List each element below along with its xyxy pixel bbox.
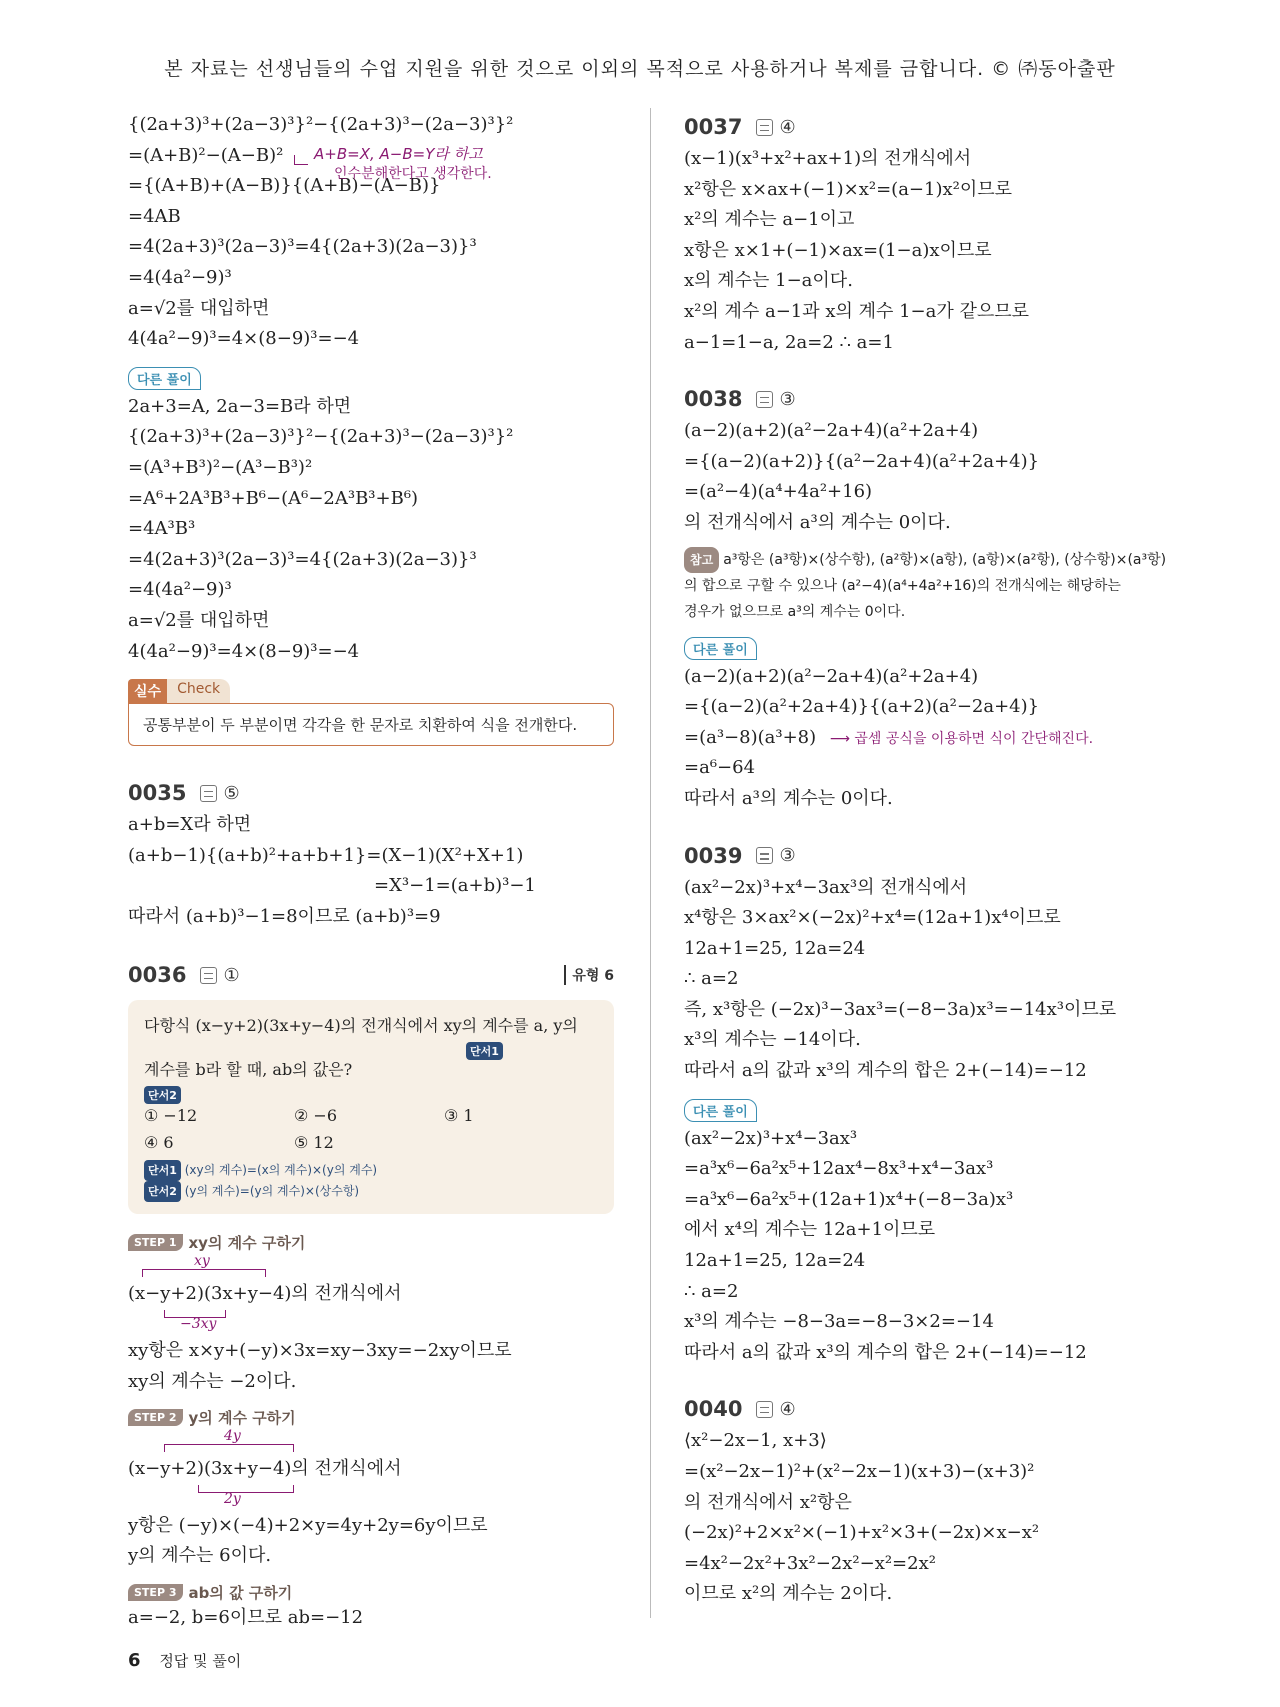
math-line: ∴ a=2 [684, 968, 739, 990]
problem-number: 0035 [128, 781, 187, 806]
math-line: a+b=X라 하면 [128, 814, 252, 836]
answer: ③ [756, 845, 795, 866]
math-line: ⟨x²−2x−1, x+3⟩ [684, 1430, 827, 1452]
step-title: xy의 계수 구하기 [188, 1234, 306, 1253]
clue-tip: 단서2 (y의 계수)=(y의 계수)×(상수항) [144, 1181, 598, 1202]
math-line: x³의 계수는 −14이다. [684, 1029, 861, 1051]
math-line: =(A³+B³)²−(A³−B³)² [128, 456, 313, 478]
math-line: 따라서 a의 값과 x³의 계수의 합은 2+(−14)=−12 [684, 1341, 1087, 1363]
step-2 [128, 1407, 614, 1428]
margin-note: ⟶ 곱셈 공식을 이용하면 식이 간단해진다. [829, 730, 1094, 747]
math-line: 에서 x⁴의 계수는 12a+1이므로 [684, 1219, 936, 1241]
mistake-check-text: 공통부분이 두 부분이면 각각을 한 문자로 치환하여 식을 전개한다. [128, 703, 614, 746]
math-line: =X³−1=(a+b)³−1 [374, 875, 536, 897]
page-footer [128, 1650, 241, 1671]
problem-header-0037 [684, 110, 1174, 144]
problem-number: 0040 [684, 1397, 743, 1422]
math-line: =4(4a²−9)³ [128, 579, 232, 601]
math-line: x²의 계수는 a−1이고 [684, 209, 855, 231]
check-badge: 실수 [128, 679, 167, 703]
math-line: ={(a−2)(a+2)}{(a²−2a+4)(a²+2a+4)} [684, 450, 1040, 472]
math-line: a=√2를 대입하면 [128, 297, 270, 319]
math-line: x³의 계수는 −8−3a=−8−3×2=−14 [684, 1311, 994, 1333]
math-line: =(a²−4)(a⁴+4a²+16) [684, 481, 873, 503]
math-line: {(2a+3)³+(2a−3)³}²−{(2a+3)³−(2a−3)³}² [128, 426, 514, 448]
math-line: 의 전개식에서 x²항은 [684, 1491, 852, 1513]
clue-badge: 단서2 [144, 1086, 181, 1104]
math-line: 4(4a²−9)³=4×(8−9)³=−4 [128, 328, 360, 350]
step-title: ab의 값 구하기 [188, 1584, 293, 1603]
math-line: xy항은 x×y+(−y)×3x=xy−3xy=−2xy이므로 [128, 1340, 512, 1362]
options-row [144, 1129, 598, 1156]
math-line: =A⁶+2A³B³+B⁶−(A⁶−2A³B³+B⁶) [128, 487, 419, 509]
option: ⑤ 12 [294, 1133, 334, 1153]
question-box [128, 1000, 614, 1214]
math-line: y항은 (−y)×(−4)+2×y=4y+2y=6y이므로 [128, 1514, 488, 1536]
math-line: 즉, x³항은 (−2x)³−3ax³=(−8−3a)x³=−14x³이므로 [684, 998, 1117, 1020]
math-line: 4(4a²−9)³=4×(8−9)³=−4 [128, 640, 360, 662]
math-line: (ax²−2x)³+x⁴−3ax³ [684, 1127, 858, 1149]
top-brace: xy [128, 1253, 614, 1279]
step-3 [128, 1582, 614, 1603]
page-number: 6 [128, 1650, 141, 1671]
option: ④ 6 [144, 1133, 174, 1153]
footer-title: 정답 및 풀이 [159, 1652, 242, 1670]
answer-icon [200, 785, 217, 802]
answer: ⑤ [200, 783, 239, 804]
question-line: 다항식 (x−y+2)(3x+y−4)의 전개식에서 xy의 계수를 a, y의 [144, 1016, 578, 1036]
right-column [684, 110, 1174, 1610]
math-line: 따라서 a의 값과 x³의 계수의 합은 2+(−14)=−12 [684, 1060, 1087, 1082]
math-line: =4AB [128, 205, 181, 227]
math-line: (ax²−2x)³+x⁴−3ax³의 전개식에서 [684, 876, 968, 898]
left-column [128, 110, 614, 1634]
math-line: ={(a−2)(a²+2a+4)}{(a+2)(a²−2a+4)} [684, 696, 1040, 718]
math-line: xy의 계수는 −2이다. [128, 1370, 297, 1392]
math-line: =4x²−2x²+3x²−2x²−x²=2x² [684, 1552, 936, 1574]
math-line: 따라서 (a+b)³−1=8이므로 (a+b)³=9 [128, 905, 441, 927]
step-1 [128, 1232, 614, 1253]
step-badge: STEP 2 [128, 1409, 183, 1426]
math-line: x²항은 x×ax+(−1)×x²=(a−1)x²이므로 [684, 178, 1013, 200]
math-line: (x−y+2)(3x+y−4)의 전개식에서 [128, 1458, 402, 1480]
math-line: =4(2a+3)³(2a−3)³=4{(2a+3)(2a−3)}³ [128, 548, 477, 570]
note-arrow [294, 155, 308, 165]
problem-header-0040 [684, 1392, 1174, 1426]
answer-icon [756, 391, 773, 408]
alt-solution-tag: 다른 풀이 [684, 637, 757, 660]
margin-note: A+B=X, A−B=Y라 하고 [314, 144, 483, 163]
step-badge: STEP 3 [128, 1584, 183, 1601]
reference-note: 참고 a³항은 (a³항)×(상수항), (a²항)×(a항), (a항)×(a²항), (상수항)×(a³항) 의 합으로 구할 수 있으나 (a²−4)(a⁴+4a²+16)의 전개식에는 해당하는 경우가 없으므로 a³의 계수는 0이다. [684, 547, 1174, 625]
math-line: (x−1)(x³+x²+ax+1)의 전개식에서 [684, 148, 972, 169]
math-line: =4(2a+3)³(2a−3)³=4{(2a+3)(2a−3)}³ [128, 236, 477, 258]
reference-badge: 참고 [684, 547, 719, 573]
answer-icon [756, 1401, 773, 1418]
column-divider [650, 108, 651, 1618]
math-line: x항은 x×1+(−1)×ax=(1−a)x이므로 [684, 239, 992, 261]
math-line: =(x²−2x−1)²+(x²−2x−1)(x+3)−(x+3)² [684, 1461, 1035, 1482]
options-row [144, 1102, 598, 1129]
step-badge: STEP 1 [128, 1234, 183, 1251]
math-line: 12a+1=25, 12a=24 [684, 937, 866, 959]
top-brace: 4y [128, 1428, 614, 1454]
math-line: =4(4a²−9)³ [128, 266, 232, 288]
math-line: =4A³B³ [128, 518, 196, 540]
math-line: (a−2)(a+2)(a²−2a+4)(a²+2a+4) [684, 420, 979, 442]
option: ③ 1 [444, 1106, 474, 1126]
problem-type: 유형 6 [564, 965, 614, 985]
answer-icon [756, 119, 773, 136]
math-line: 2a+3=A, 2a−3=B라 하면 [128, 395, 352, 417]
math-line: 의 전개식에서 a³의 계수는 0이다. [684, 511, 951, 533]
alt-solution-tag: 다른 풀이 [128, 367, 201, 390]
math-line: (a−2)(a+2)(a²−2a+4)(a²+2a+4) [684, 665, 979, 687]
problem-number: 0037 [684, 115, 743, 139]
math-line: ∴ a=2 [684, 1280, 739, 1302]
math-line: (x−y+2)(3x+y−4)의 전개식에서 [128, 1283, 402, 1305]
math-line: a−1=1−a, 2a=2 ∴ a=1 [684, 331, 894, 353]
copyright-notice: 본 자료는 선생님들의 수업 지원을 위한 것으로 이외의 목적으로 사용하거나 복제를 금합니다. © ㈜동아출판 [164, 58, 1116, 80]
answer: ③ [756, 389, 795, 410]
math-line: a=−2, b=6이므로 ab=−12 [128, 1607, 364, 1629]
math-line: (−2x)²+2×x²×(−1)+x²×3+(−2x)×x−x² [684, 1522, 1040, 1544]
answer-icon [200, 967, 217, 984]
clue-badge: 단서1 [466, 1042, 503, 1060]
problem-header-0039 [684, 839, 1174, 873]
bottom-brace: 2y [128, 1485, 614, 1511]
math-line: a=√2를 대입하면 [128, 609, 270, 631]
math-line: x의 계수는 1−a이다. [684, 270, 853, 292]
mistake-check-header [128, 679, 614, 703]
problem-number: 0038 [684, 387, 743, 412]
math-line: {(2a+3)³+(2a−3)³}²−{(2a+3)³−(2a−3)³}² [128, 114, 514, 135]
problem-header-0035 [128, 776, 614, 810]
math-line: 이므로 x²의 계수는 2이다. [684, 1583, 893, 1605]
step-title: y의 계수 구하기 [188, 1409, 296, 1428]
math-line: (a+b−1){(a+b)²+a+b+1}=(X−1)(X²+X+1) [128, 844, 524, 866]
answer-icon [756, 847, 773, 864]
math-line: x²의 계수 a−1과 x의 계수 1−a가 같으므로 [684, 300, 1030, 322]
question-line: 계수를 b라 할 때, ab의 값은? [144, 1060, 353, 1080]
margin-note: 인수분해한다고 생각한다. [334, 165, 492, 182]
problem-header-0038 [684, 382, 1174, 416]
problem-header-0036 [128, 958, 614, 992]
option: ② −6 [294, 1106, 338, 1126]
answer: ④ [756, 117, 795, 138]
math-line: =a³x⁶−6a²x⁵+12ax⁴−8x³+x⁴−3ax³ [684, 1158, 994, 1180]
math-line: 12a+1=25, 12a=24 [684, 1250, 866, 1272]
alt-solution-tag: 다른 풀이 [684, 1099, 757, 1122]
math-line: =(A+B)²−(A−B)² A+B=X, A−B=Y라 하고 인수분해한다고 생각한다. [128, 141, 614, 172]
math-line: =(a³−8)(a³+8) ⟶ 곱셈 공식을 이용하면 식이 간단해진다. [684, 726, 1094, 748]
math-line: ={(A+B)+(A−B)}{(A+B)−(A−B)} [128, 175, 441, 197]
math-line: =a⁶−64 [684, 757, 756, 779]
bottom-brace: −3xy [128, 1310, 614, 1336]
answer: ④ [756, 1399, 795, 1420]
clue-tip: 단서1 (xy의 계수)=(x의 계수)×(y의 계수) [144, 1160, 598, 1181]
math-line: y의 계수는 6이다. [128, 1545, 272, 1567]
math-line: =a³x⁶−6a²x⁵+(12a+1)x⁴+(−8−3a)x³ [684, 1188, 1014, 1210]
math-line: 따라서 a³의 계수는 0이다. [684, 787, 893, 809]
check-label: Check [167, 679, 230, 703]
answer: ① [200, 965, 239, 986]
option: ① −12 [144, 1106, 198, 1126]
math-line: x⁴항은 3×ax²×(−2x)²+x⁴=(12a+1)x⁴이므로 [684, 907, 1061, 929]
problem-number: 0036 [128, 963, 187, 988]
problem-number: 0039 [684, 843, 743, 868]
